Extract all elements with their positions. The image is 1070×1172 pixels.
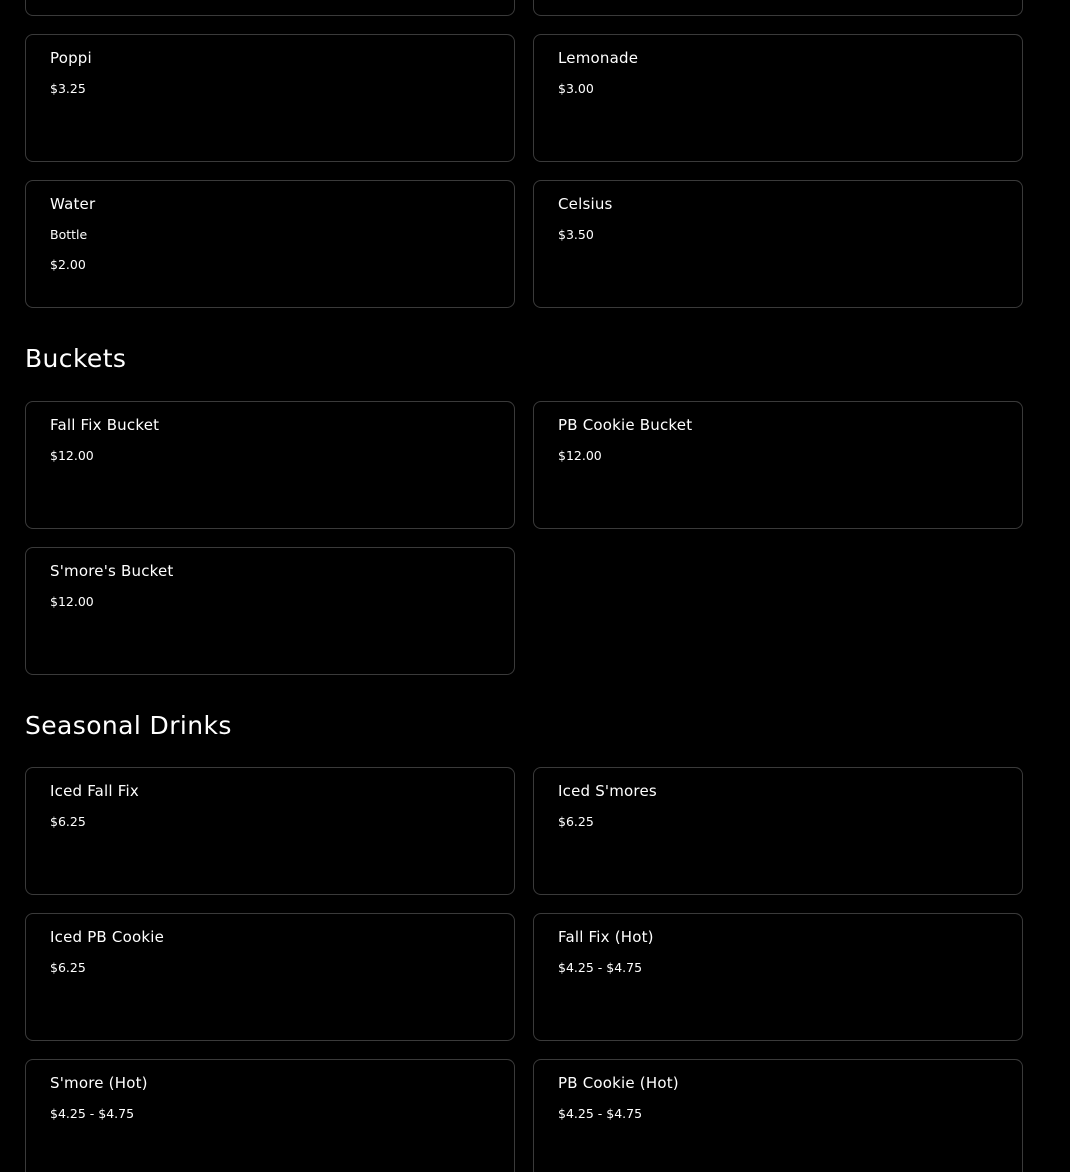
menu-item-iced-fall-fix[interactable]	[25, 767, 515, 895]
item-price: $12.00	[50, 594, 94, 609]
item-price: $6.25	[558, 814, 594, 829]
item-name: Fall Fix Bucket	[50, 416, 160, 434]
section-title-seasonal-drinks: Seasonal Drinks	[25, 711, 232, 740]
menu-item-fall-fix-bucket[interactable]	[25, 401, 515, 529]
item-price: $4.25 - $4.75	[50, 1106, 135, 1121]
menu-item-pb-cookie-hot[interactable]	[533, 1059, 1023, 1172]
menu-item-card[interactable]	[25, 0, 515, 16]
item-name: PB Cookie (Hot)	[558, 1074, 679, 1092]
item-name: Lemonade	[558, 49, 639, 67]
section-title-buckets: Buckets	[25, 344, 127, 373]
item-name: PB Cookie Bucket	[558, 416, 693, 434]
item-price: $4.25 - $4.75	[558, 1106, 643, 1121]
item-name: Iced PB Cookie	[50, 928, 165, 946]
item-price: $3.00	[558, 81, 594, 96]
item-name: Water	[50, 195, 96, 213]
menu-item-lemonade[interactable]	[533, 34, 1023, 162]
item-name: S'more (Hot)	[50, 1074, 148, 1092]
menu-item-iced-smores[interactable]	[533, 767, 1023, 895]
menu-item-fall-fix-hot[interactable]	[533, 913, 1023, 1041]
menu-item-smores-bucket[interactable]	[25, 547, 515, 675]
menu-item-celsius[interactable]	[533, 180, 1023, 308]
item-price: $12.00	[558, 448, 602, 463]
item-price: $3.25	[50, 81, 86, 96]
item-price: $3.50	[558, 227, 594, 242]
item-name: Fall Fix (Hot)	[558, 928, 654, 946]
item-name: S'more's Bucket	[50, 562, 174, 580]
menu-item-card[interactable]	[533, 0, 1023, 16]
menu-item-poppi[interactable]	[25, 34, 515, 162]
menu-item-iced-pb-cookie[interactable]	[25, 913, 515, 1041]
item-name: Poppi	[50, 49, 92, 67]
item-price: $6.25	[50, 960, 86, 975]
item-name: Iced S'mores	[558, 782, 657, 800]
item-name: Iced Fall Fix	[50, 782, 139, 800]
menu-item-water[interactable]	[25, 180, 515, 308]
menu-item-smore-hot[interactable]	[25, 1059, 515, 1172]
item-price: $4.25 - $4.75	[558, 960, 643, 975]
item-price: $2.00	[50, 257, 86, 272]
item-price: $6.25	[50, 814, 86, 829]
menu-item-pb-cookie-bucket[interactable]	[533, 401, 1023, 529]
item-price: $12.00	[50, 448, 94, 463]
item-name: Celsius	[558, 195, 613, 213]
item-description: Bottle	[50, 227, 88, 242]
